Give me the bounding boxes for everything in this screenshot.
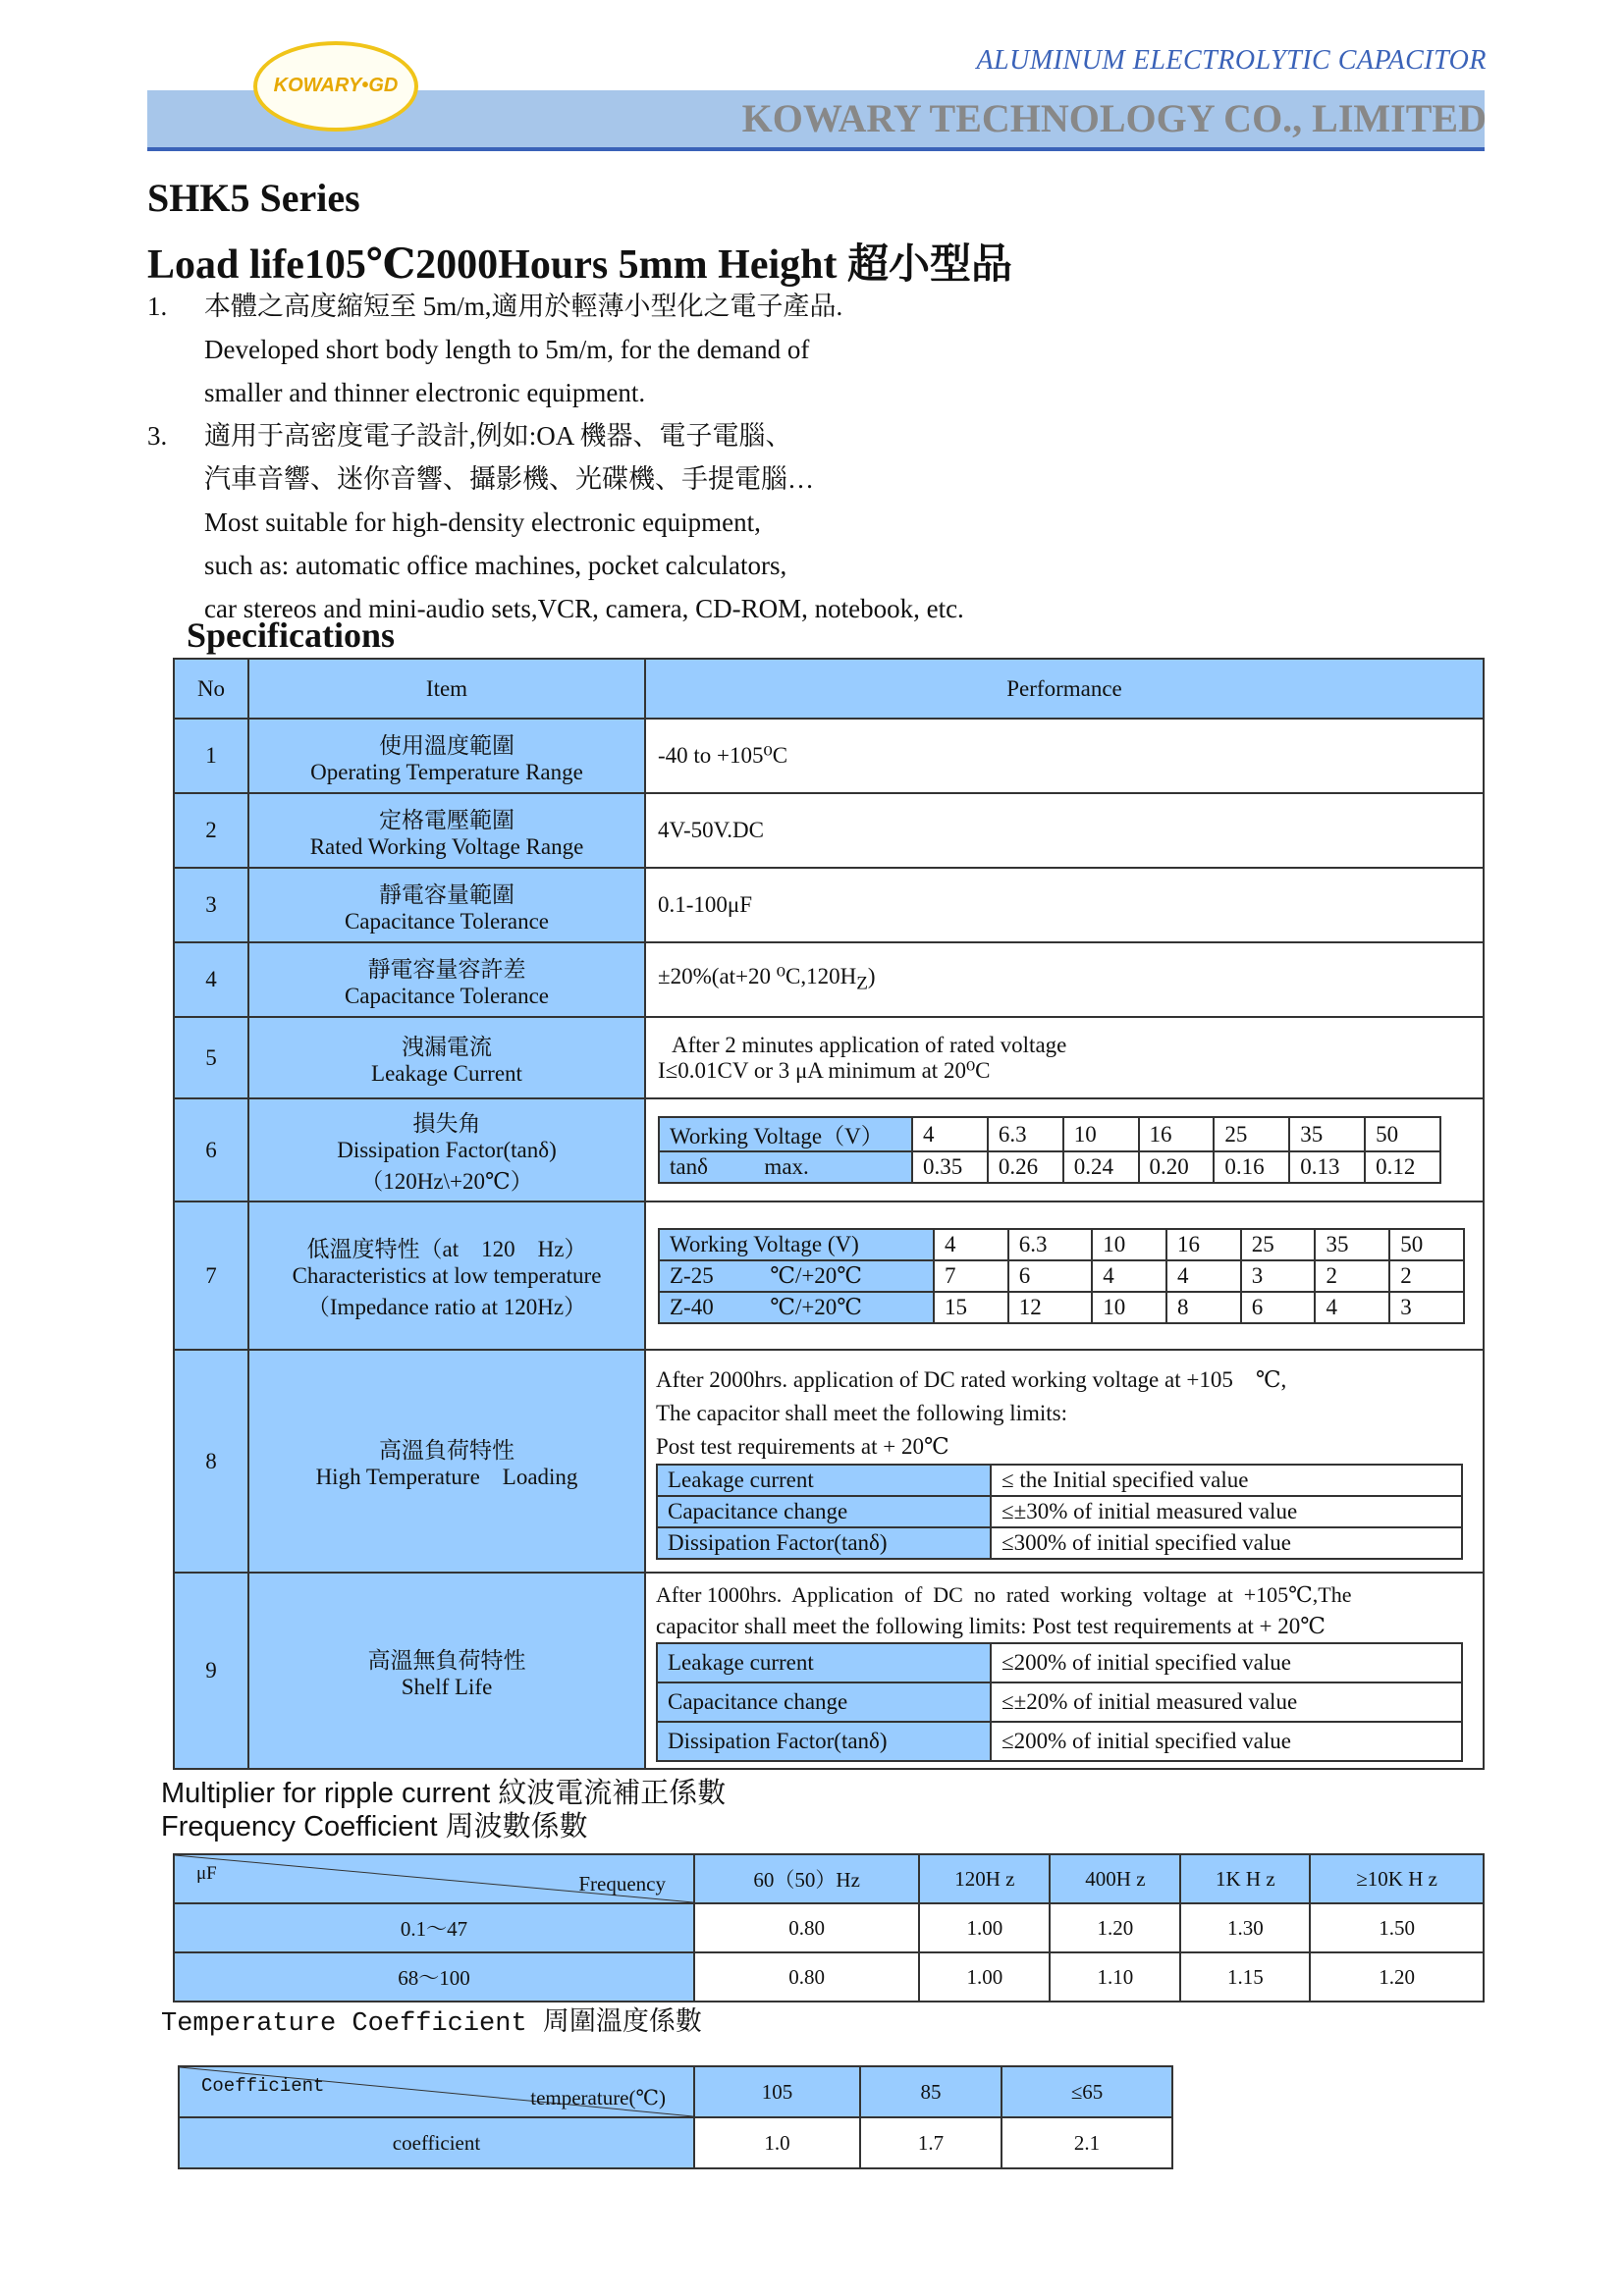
item-cell (248, 793, 645, 868)
item-cell (248, 1350, 645, 1573)
frequency-header: 400H z (1050, 1854, 1180, 1903)
feature-line: car stereos and mini-audio sets,VCR, camera, CD-ROM, notebook, etc. (204, 594, 964, 623)
table-header-row (174, 659, 1484, 719)
corner-bottom-label: temperature(℃) (530, 2086, 666, 2109)
z25-row (659, 1260, 1464, 1292)
limit-value: ≤±20% of initial measured value (991, 1682, 1462, 1722)
limit-row (657, 1643, 1462, 1682)
value-cell: 4 (1092, 1260, 1166, 1292)
value-cell: 6 (1008, 1260, 1092, 1292)
voltage-cell: 10 (1063, 1117, 1139, 1151)
column-header-item: Item (248, 659, 645, 719)
value-cell: 15 (934, 1292, 1008, 1323)
leakage-line: I≤0.01CV or 3 μA minimum at 20⁰C (658, 1057, 991, 1083)
coefficient-cell: 0.80 (694, 1903, 919, 1952)
coefficient-cell: 1.15 (1180, 1952, 1310, 2002)
company-logo (253, 41, 418, 132)
document-category: ALUMINUM ELECTROLYTIC CAPACITOR (976, 45, 1487, 76)
limit-label: Dissipation Factor(tanδ) (657, 1527, 991, 1559)
performance-value: 0.1-100μF (645, 868, 1484, 942)
limit-row (657, 1722, 1462, 1761)
table-row (174, 793, 1484, 868)
temperature-header: ≤65 (1001, 2066, 1172, 2117)
row-number: 1 (174, 719, 248, 793)
corner-bottom-label: Frequency (578, 1872, 666, 1896)
value-cell: 0.26 (988, 1151, 1063, 1183)
frequency-header: 60（50）Hz (694, 1854, 919, 1903)
performance-value (645, 1573, 1484, 1769)
row-number: 9 (174, 1573, 248, 1769)
temperature-coefficient-table (178, 2065, 1173, 2169)
item-en: Rated Working Voltage Range (309, 833, 584, 859)
shelf-line: After 1000hrs. Application of DC no rated working voltage at +105℃,The (656, 1582, 1352, 1607)
value-cell: 0.13 (1289, 1151, 1365, 1183)
item-en: Shelf Life (401, 1674, 493, 1699)
corner-top-label: μF (196, 1863, 217, 1884)
load-limits-table (656, 1464, 1463, 1560)
performance-value (645, 942, 1484, 1017)
item-en: Dissipation Factor(tanδ) (337, 1137, 557, 1162)
item-cn: 高溫負荷特性 (379, 1438, 514, 1463)
dissipation-factor-table (658, 1116, 1441, 1184)
item-en: Characteristics at low temperature (292, 1262, 602, 1288)
limit-row (657, 1465, 1462, 1496)
corner-top-label: Coefficient (201, 2075, 325, 2097)
table-row (174, 1201, 1484, 1350)
voltage-cell: 6.3 (988, 1117, 1063, 1151)
voltage-row (659, 1229, 1464, 1260)
value-cell: 0.20 (1139, 1151, 1215, 1183)
coefficient-cell: 1.00 (919, 1952, 1050, 2002)
coefficient-cell: 1.50 (1310, 1903, 1484, 1952)
coefficient-cell: 1.00 (919, 1903, 1050, 1952)
table-row (174, 1573, 1484, 1769)
coefficient-cell: 1.10 (1050, 1952, 1180, 2002)
value-cell: 4 (1315, 1292, 1389, 1323)
row-label: Working Voltage (V) (659, 1229, 934, 1260)
item-en: Leakage Current (371, 1061, 522, 1086)
value-cell: 3 (1241, 1260, 1316, 1292)
table-row (174, 1350, 1484, 1573)
low-temperature-table (658, 1228, 1465, 1324)
frequency-heading: Frequency Coefficient 周波數係數 (161, 1811, 588, 1842)
frequency-coefficient-table (173, 1853, 1485, 2002)
value-cell: 4 (1166, 1260, 1241, 1292)
company-name: KOWARY TECHNOLOGY CO., LIMITED (741, 96, 1487, 140)
temperature-header: 105 (694, 2066, 860, 2117)
header-rule (147, 147, 1485, 151)
voltage-cell: 16 (1166, 1229, 1241, 1260)
column-header-no: No (174, 659, 248, 719)
item-cn: 使用溫度範圍 (379, 732, 514, 758)
item-cn: 低溫度特性（at 120 Hz） (306, 1236, 587, 1261)
table-row (174, 1952, 1484, 2002)
value-cell: 0.12 (1365, 1151, 1440, 1183)
table-row (179, 2117, 1172, 2168)
coefficient-cell: 1.20 (1310, 1952, 1484, 2002)
row-label: tanδ max. (659, 1151, 912, 1183)
performance-value (645, 1201, 1484, 1350)
load-line: The capacitor shall meet the following limits: (656, 1400, 1067, 1425)
value-cell: 0.35 (912, 1151, 988, 1183)
temperature-header: 85 (860, 2066, 1001, 2117)
voltage-cell: 10 (1092, 1229, 1166, 1260)
corner-cell (174, 1854, 694, 1903)
item-extra: （Impedance ratio at 120Hz） (306, 1294, 587, 1319)
coefficient-cell: 1.7 (860, 2117, 1001, 2168)
row-number: 5 (174, 1017, 248, 1098)
capacitance-range: 68～100 (174, 1952, 694, 2002)
value-cell: 2 (1315, 1260, 1389, 1292)
value-cell: 10 (1092, 1292, 1166, 1323)
row-number: 7 (174, 1201, 248, 1350)
voltage-cell: 50 (1365, 1117, 1440, 1151)
table-row (174, 868, 1484, 942)
value-cell: 0.24 (1063, 1151, 1139, 1183)
value-cell: 2 (1389, 1260, 1464, 1292)
item-en: Capacitance Tolerance (344, 983, 550, 1008)
row-number: 2 (174, 793, 248, 868)
limit-label: Dissipation Factor(tanδ) (657, 1722, 991, 1761)
value-cell: 0.16 (1214, 1151, 1289, 1183)
performance-value: 4V-50V.DC (645, 793, 1484, 868)
feature-number: 3. (147, 421, 168, 451)
voltage-cell: 25 (1214, 1117, 1289, 1151)
corner-cell (179, 2066, 694, 2117)
feature-line: 本體之高度縮短至 5m/m,適用於輕薄小型化之電子產品. (204, 292, 843, 321)
voltage-row (659, 1117, 1440, 1151)
coefficient-cell: 2.1 (1001, 2117, 1172, 2168)
voltage-cell: 16 (1139, 1117, 1215, 1151)
row-label: Z-25 ℃/+20℃ (659, 1260, 934, 1292)
item-cell (248, 1098, 645, 1201)
row-number: 3 (174, 868, 248, 942)
limit-value: ≤±30% of initial measured value (991, 1496, 1462, 1527)
z40-row (659, 1292, 1464, 1323)
row-label: coefficient (179, 2117, 694, 2168)
temperature-heading: Temperature Coefficient 周圍溫度係數 (161, 2009, 702, 2039)
limit-row (657, 1682, 1462, 1722)
limit-value: ≤300% of initial specified value (991, 1527, 1462, 1559)
feature-line: such as: automatic office machines, pocket calculators, (204, 551, 787, 580)
specifications-table (173, 658, 1485, 1770)
feature-line: 汽車音響、迷你音響、攝影機、光碟機、手提電腦… (204, 464, 814, 494)
row-label: Z-40 ℃/+20℃ (659, 1292, 934, 1323)
item-en: High Temperature Loading (315, 1465, 578, 1489)
item-cn: 洩漏電流 (402, 1035, 492, 1059)
item-cell (248, 1201, 645, 1350)
limit-value: ≤200% of initial specified value (991, 1722, 1462, 1761)
voltage-cell: 35 (1315, 1229, 1389, 1260)
value-cell: 12 (1008, 1292, 1092, 1323)
item-cell (248, 868, 645, 942)
feature-line: Developed short body length to 5m/m, for the demand of (204, 335, 810, 364)
column-header-performance: Performance (645, 659, 1484, 719)
row-number: 4 (174, 942, 248, 1017)
load-line: After 2000hrs. application of DC rated working voltage at +105 ℃, (656, 1366, 1287, 1392)
item-extra: （120Hz\+20℃） (360, 1168, 533, 1194)
shelf-limits-table (656, 1642, 1463, 1762)
frequency-header: 1K H z (1180, 1854, 1310, 1903)
item-cn: 損失角 (412, 1110, 481, 1136)
feature-number: 1. (147, 292, 168, 321)
item-cell (248, 942, 645, 1017)
row-number: 6 (174, 1098, 248, 1201)
limit-label: Leakage current (657, 1465, 991, 1496)
item-en: Operating Temperature Range (310, 759, 583, 784)
row-label: Working Voltage（V） (659, 1117, 912, 1151)
value-cell: 7 (934, 1260, 1008, 1292)
row-number: 8 (174, 1350, 248, 1573)
product-subtitle: Load life105℃2000Hours 5mm Height 超小型品 (147, 242, 1012, 288)
table-header-row (179, 2066, 1172, 2117)
load-line: Post test requirements at + 20℃ (656, 1433, 949, 1459)
value-cell: 6 (1241, 1292, 1316, 1323)
voltage-cell: 6.3 (1008, 1229, 1092, 1260)
coefficient-cell: 1.20 (1050, 1903, 1180, 1952)
item-cell (248, 1017, 645, 1098)
item-cell (248, 1573, 645, 1769)
tan-delta-row (659, 1151, 1440, 1183)
leakage-line: After 2 minutes application of rated voltage (672, 1032, 1067, 1057)
shelf-line: capacitor shall meet the following limits: Post test requirements at + 20℃ (656, 1614, 1326, 1638)
item-cn: 高溫無負荷特性 (367, 1647, 526, 1673)
value-cell: 8 (1166, 1292, 1241, 1323)
ripple-heading: Multiplier for ripple current 紋波電流補正係數 (161, 1778, 727, 1809)
frequency-header: ≥10K H z (1310, 1854, 1484, 1903)
series-title: SHK5 Series (147, 176, 360, 220)
table-row (174, 1098, 1484, 1201)
item-cell (248, 719, 645, 793)
item-cn: 定格電壓範圍 (379, 807, 514, 832)
limit-row (657, 1527, 1462, 1559)
coefficient-cell: 0.80 (694, 1952, 919, 2002)
voltage-cell: 25 (1241, 1229, 1316, 1260)
performance-value (645, 1098, 1484, 1201)
tolerance-tail: ) (867, 964, 876, 989)
tolerance-text: ±20%(at+20 ⁰C,120H (658, 964, 857, 989)
limit-value: ≤200% of initial specified value (991, 1643, 1462, 1682)
feature-line: Most suitable for high-density electronic equipment, (204, 507, 761, 537)
performance-value: -40 to +105⁰C (645, 719, 1484, 793)
item-cn: 靜電容量範圍 (379, 881, 514, 907)
capacitance-range: 0.1～47 (174, 1903, 694, 1952)
tolerance-sub: Z (856, 973, 868, 994)
voltage-cell: 4 (912, 1117, 988, 1151)
limit-value: ≤ the Initial specified value (991, 1465, 1462, 1496)
frequency-header: 120H z (919, 1854, 1050, 1903)
limit-label: Capacitance change (657, 1682, 991, 1722)
item-cn: 靜電容量容許差 (367, 956, 526, 982)
coefficient-cell: 1.0 (694, 2117, 860, 2168)
feature-line: smaller and thinner electronic equipment. (204, 378, 646, 407)
specifications-heading: Specifications (187, 615, 395, 655)
table-header-row (174, 1854, 1484, 1903)
voltage-cell: 35 (1289, 1117, 1365, 1151)
limit-label: Leakage current (657, 1643, 991, 1682)
feature-line: 適用于高密度電子設計,例如:OA 機器、電子電腦、 (204, 421, 792, 451)
performance-value (645, 1017, 1484, 1098)
voltage-cell: 50 (1389, 1229, 1464, 1260)
table-row (174, 719, 1484, 793)
table-row (174, 1017, 1484, 1098)
item-en: Capacitance Tolerance (344, 908, 550, 934)
voltage-cell: 4 (934, 1229, 1008, 1260)
table-row (174, 1903, 1484, 1952)
limit-row (657, 1496, 1462, 1527)
performance-value (645, 1350, 1484, 1573)
table-row (174, 942, 1484, 1017)
limit-label: Capacitance change (657, 1496, 991, 1527)
coefficient-cell: 1.30 (1180, 1903, 1310, 1952)
logo-text: KOWARY•GD (273, 75, 399, 96)
value-cell: 3 (1389, 1292, 1464, 1323)
